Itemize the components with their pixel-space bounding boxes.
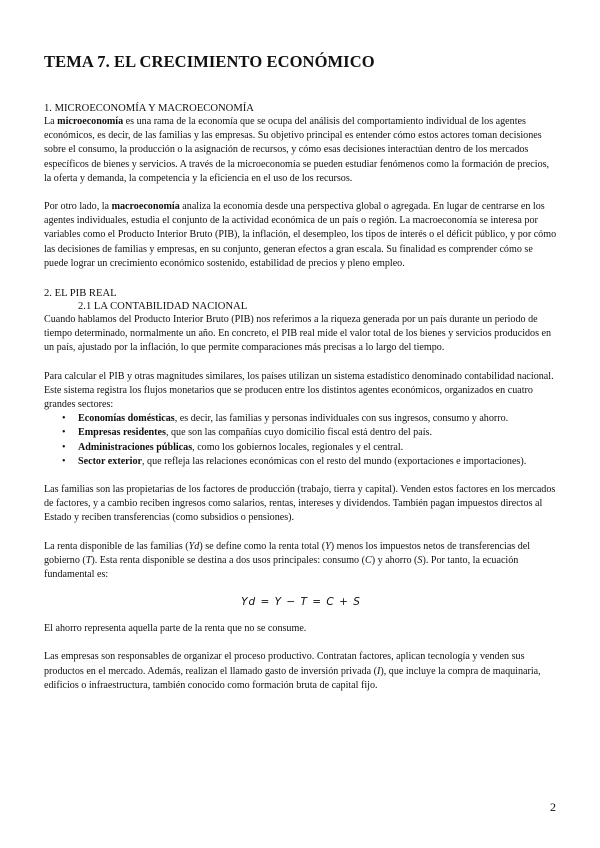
- term-macroeconomia: macroeconomía: [111, 201, 180, 213]
- list-item: • Economías domésticas, es decir, las familias y personas individuales con sus ingresos, consumo y ahorro.: [66, 412, 558, 426]
- list-item: • Administraciones públicas, como los gobiernos locales, regionales y el central.: [66, 441, 558, 455]
- subsection-heading-contabilidad: 2.1 LA CONTABILIDAD NACIONAL: [78, 301, 248, 313]
- paragraph-empresas: Las empresas son responsables de organizar el proceso productivo. Contratan factores, aplican tecnología y venden sus productos en el mercado. Además, realizan el llamado gasto de inversión privada (I), que incluye la compra de maquinaria, edificios o infraestructura, también conocido como formación bruta de capital fijo.: [44, 651, 541, 691]
- paragraph-macroeconomia: Por otro lado, la macroeconomía analiza la economía desde una perspectiva global o agregada. En lugar de centrarse en los agentes individuales, estudia el conjunto de la actividad económica de un país o región. La macroeconomía se interesa por variables como el Producto Interior Bruto (PIB), la inflación, el desempleo, los tipos de interés o el déficit público, y por cómo las decisiones de familias y empresas, en su conjunto, generan efectos a gran escala. Su finalidad es comprender cómo se puede lograr un crecimiento económico sostenido, estabilidad de precios y pleno empleo.: [44, 201, 557, 269]
- page-number: 2: [550, 800, 556, 814]
- section-heading-pib-real: 2. EL PIB REAL: [44, 288, 117, 300]
- sectors-list: [44, 412, 558, 469]
- paragraph-familias: Las familias son las propietarias de los factores de producción (trabajo, tierra y capital). Venden estos factores en los mercados de factores, y a cambio reciben ingresos como salarios, rentas, intereses y dividendos. También pagan impuestos directos al Estado y reciben transferencias (como subsidios o pensiones).: [44, 484, 556, 524]
- document-page: [44, 52, 558, 693]
- document-title: TEMA 7. EL CRECIMIENTO ECONÓMICO: [44, 52, 375, 71]
- section-heading-micro-macro: 1. MICROECONOMÍA Y MACROECONOMÍA: [44, 103, 254, 114]
- paragraph-renta-disponible: La renta disponible de las familias (Yd) se define como la renta total (Y) menos los impuestos netos de transferencias del gobierno (T). Esta renta disponible se destina a dos usos principales: consumo (C) y ahorro (S). Por tanto, la ecuación fundamental es:: [44, 540, 531, 581]
- paragraph-pib-definition: Cuando hablamos del Producto Interior Bruto (PIB) nos referimos a la riqueza generada por un país durante un periodo de tiempo determinado, normalmente un año. En concreto, el PIB real mide el valor total de los bienes y servicios producidos en un país, ajustado por la inflación, lo que permite comparaciones más precisas a lo largo del tiempo.: [44, 314, 552, 354]
- paragraph-microeconomia: La microeconomía es una rama de la economía que se ocupa del análisis del comportamiento individual de los agentes económicos, es decir, de las familias y las empresas. Su objetivo principal es entender cómo estos actores toman decisiones sobre el consumo, la producción o la asignación de recursos, y cómo esas decisiones interactúan dentro de los mercados específicos de bienes y servicios. A través de la microeconomía se pueden estudiar fenómenos como la formación de precios, la oferta y demanda, la competencia y la eficiencia en el uso de los recursos.: [44, 116, 550, 184]
- list-item: • Sector exterior, que refleja las relaciones económicas con el resto del mundo (exportaciones e importaciones).: [66, 455, 558, 469]
- paragraph-ahorro: El ahorro representa aquella parte de la renta que no se consume.: [44, 623, 307, 635]
- paragraph-contabilidad-nacional: Para calcular el PIB y otras magnitudes similares, los países utilizan un sistema estadístico denominado contabilidad nacional. Este sistema registra los flujos monetarios que se producen entre los distintos agentes económicos, organizados en cuatro grandes sectores:: [44, 370, 554, 411]
- equation-renta: Yd = Y − T = C + S: [241, 596, 361, 609]
- list-item: • Empresas residentes, que son las compañías cuyo domicilio fiscal está dentro del país.: [66, 426, 558, 440]
- term-microeconomia: microeconomía: [57, 116, 124, 127]
